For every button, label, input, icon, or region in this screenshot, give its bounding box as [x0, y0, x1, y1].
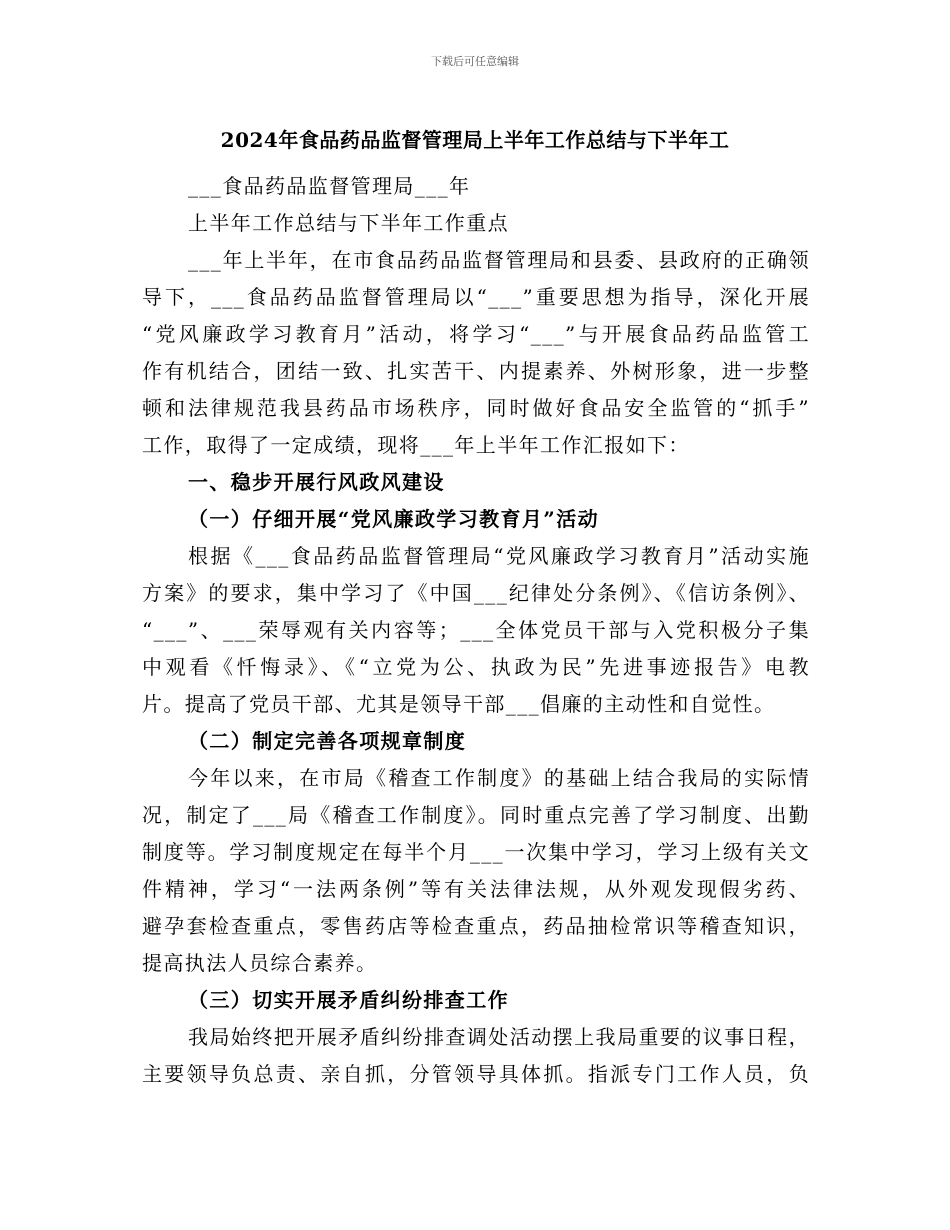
paragraph-line: 况，制定了___局《稽查工作制度》。同时重点完善了学习制度、出勤 [142, 803, 810, 827]
section-heading: （三）切实开展矛盾纠纷排查工作 [188, 988, 509, 1012]
paragraph-line: 上半年工作总结与下半年工作重点 [188, 211, 509, 235]
paragraph-line: 片。提高了党员干部、尤其是领导干部___倡廉的主动性和自觉性。 [142, 692, 776, 716]
paragraph-line: 我局始终把开展矛盾纠纷排查调处活动摆上我局重要的议事日程， [188, 1025, 810, 1049]
paragraph-line: 主要领导负总责、亲自抓，分管领导具体抓。指派专门工作人员，负 [142, 1062, 810, 1086]
header-note: 下载后可任意编辑 [431, 55, 519, 68]
paragraph-line: 作有机结合，团结一致、扎实苦干、内提素养、外树形象，进一步整 [142, 359, 810, 383]
paragraph-line: 工作，取得了一定成绩，现将___年上半年工作汇报如下： [142, 433, 690, 457]
paragraph-line: 避孕套检查重点，零售药店等检查重点，药品抽检常识等稽查知识， [142, 914, 810, 938]
paragraph-line: 方案》的要求，集中学习了《中国___纪律处分条例》、《信访条例》、 [142, 581, 810, 605]
paragraph-line: 今年以来，在市局《稽查工作制度》的基础上结合我局的实际情 [188, 766, 810, 790]
paragraph-line: 导下，___食品药品监督管理局以“___”重要思想为指导，深化开展 [142, 285, 810, 309]
paragraph-line: “党风廉政学习教育月”活动，将学习“___”与开展食品药品监管工 [142, 322, 810, 346]
paragraph-line: 顿和法律规范我县药品市场秩序，同时做好食品安全监管的“抓手” [142, 396, 810, 420]
paragraph-line: 制度等。学习制度规定在每半个月___一次集中学习，学习上级有关文 [142, 840, 810, 864]
document-body [142, 168, 810, 1093]
paragraph-line: 提高执法人员综合素养。 [142, 951, 378, 975]
paragraph-line: “___”、___荣辱观有关内容等；___全体党员干部与入党积极分子集 [142, 618, 810, 642]
section-heading: 一、稳步开展行风政风建设 [188, 470, 445, 494]
paragraph-line: 中观看《忏悔录》、《“立党为公、执政为民”先进事迹报告》电教 [142, 655, 810, 679]
paragraph-line: 件精神，学习“一法两条例”等有关法律法规，从外观发现假劣药、 [142, 877, 810, 901]
paragraph-line: 根据《___食品药品监督管理局“党风廉政学习教育月”活动实施 [188, 544, 810, 568]
document-title: 2024年食品药品监督管理局上半年工作总结与下半年工 [220, 128, 730, 152]
paragraph-line: ___食品药品监督管理局___年 [188, 174, 471, 198]
section-heading: （二）制定完善各项规章制度 [188, 729, 467, 753]
paragraph-line: ___年上半年，在市食品药品监督管理局和县委、县政府的正确领 [188, 248, 810, 272]
section-heading: （一）仔细开展“党风廉政学习教育月”活动 [188, 507, 600, 531]
